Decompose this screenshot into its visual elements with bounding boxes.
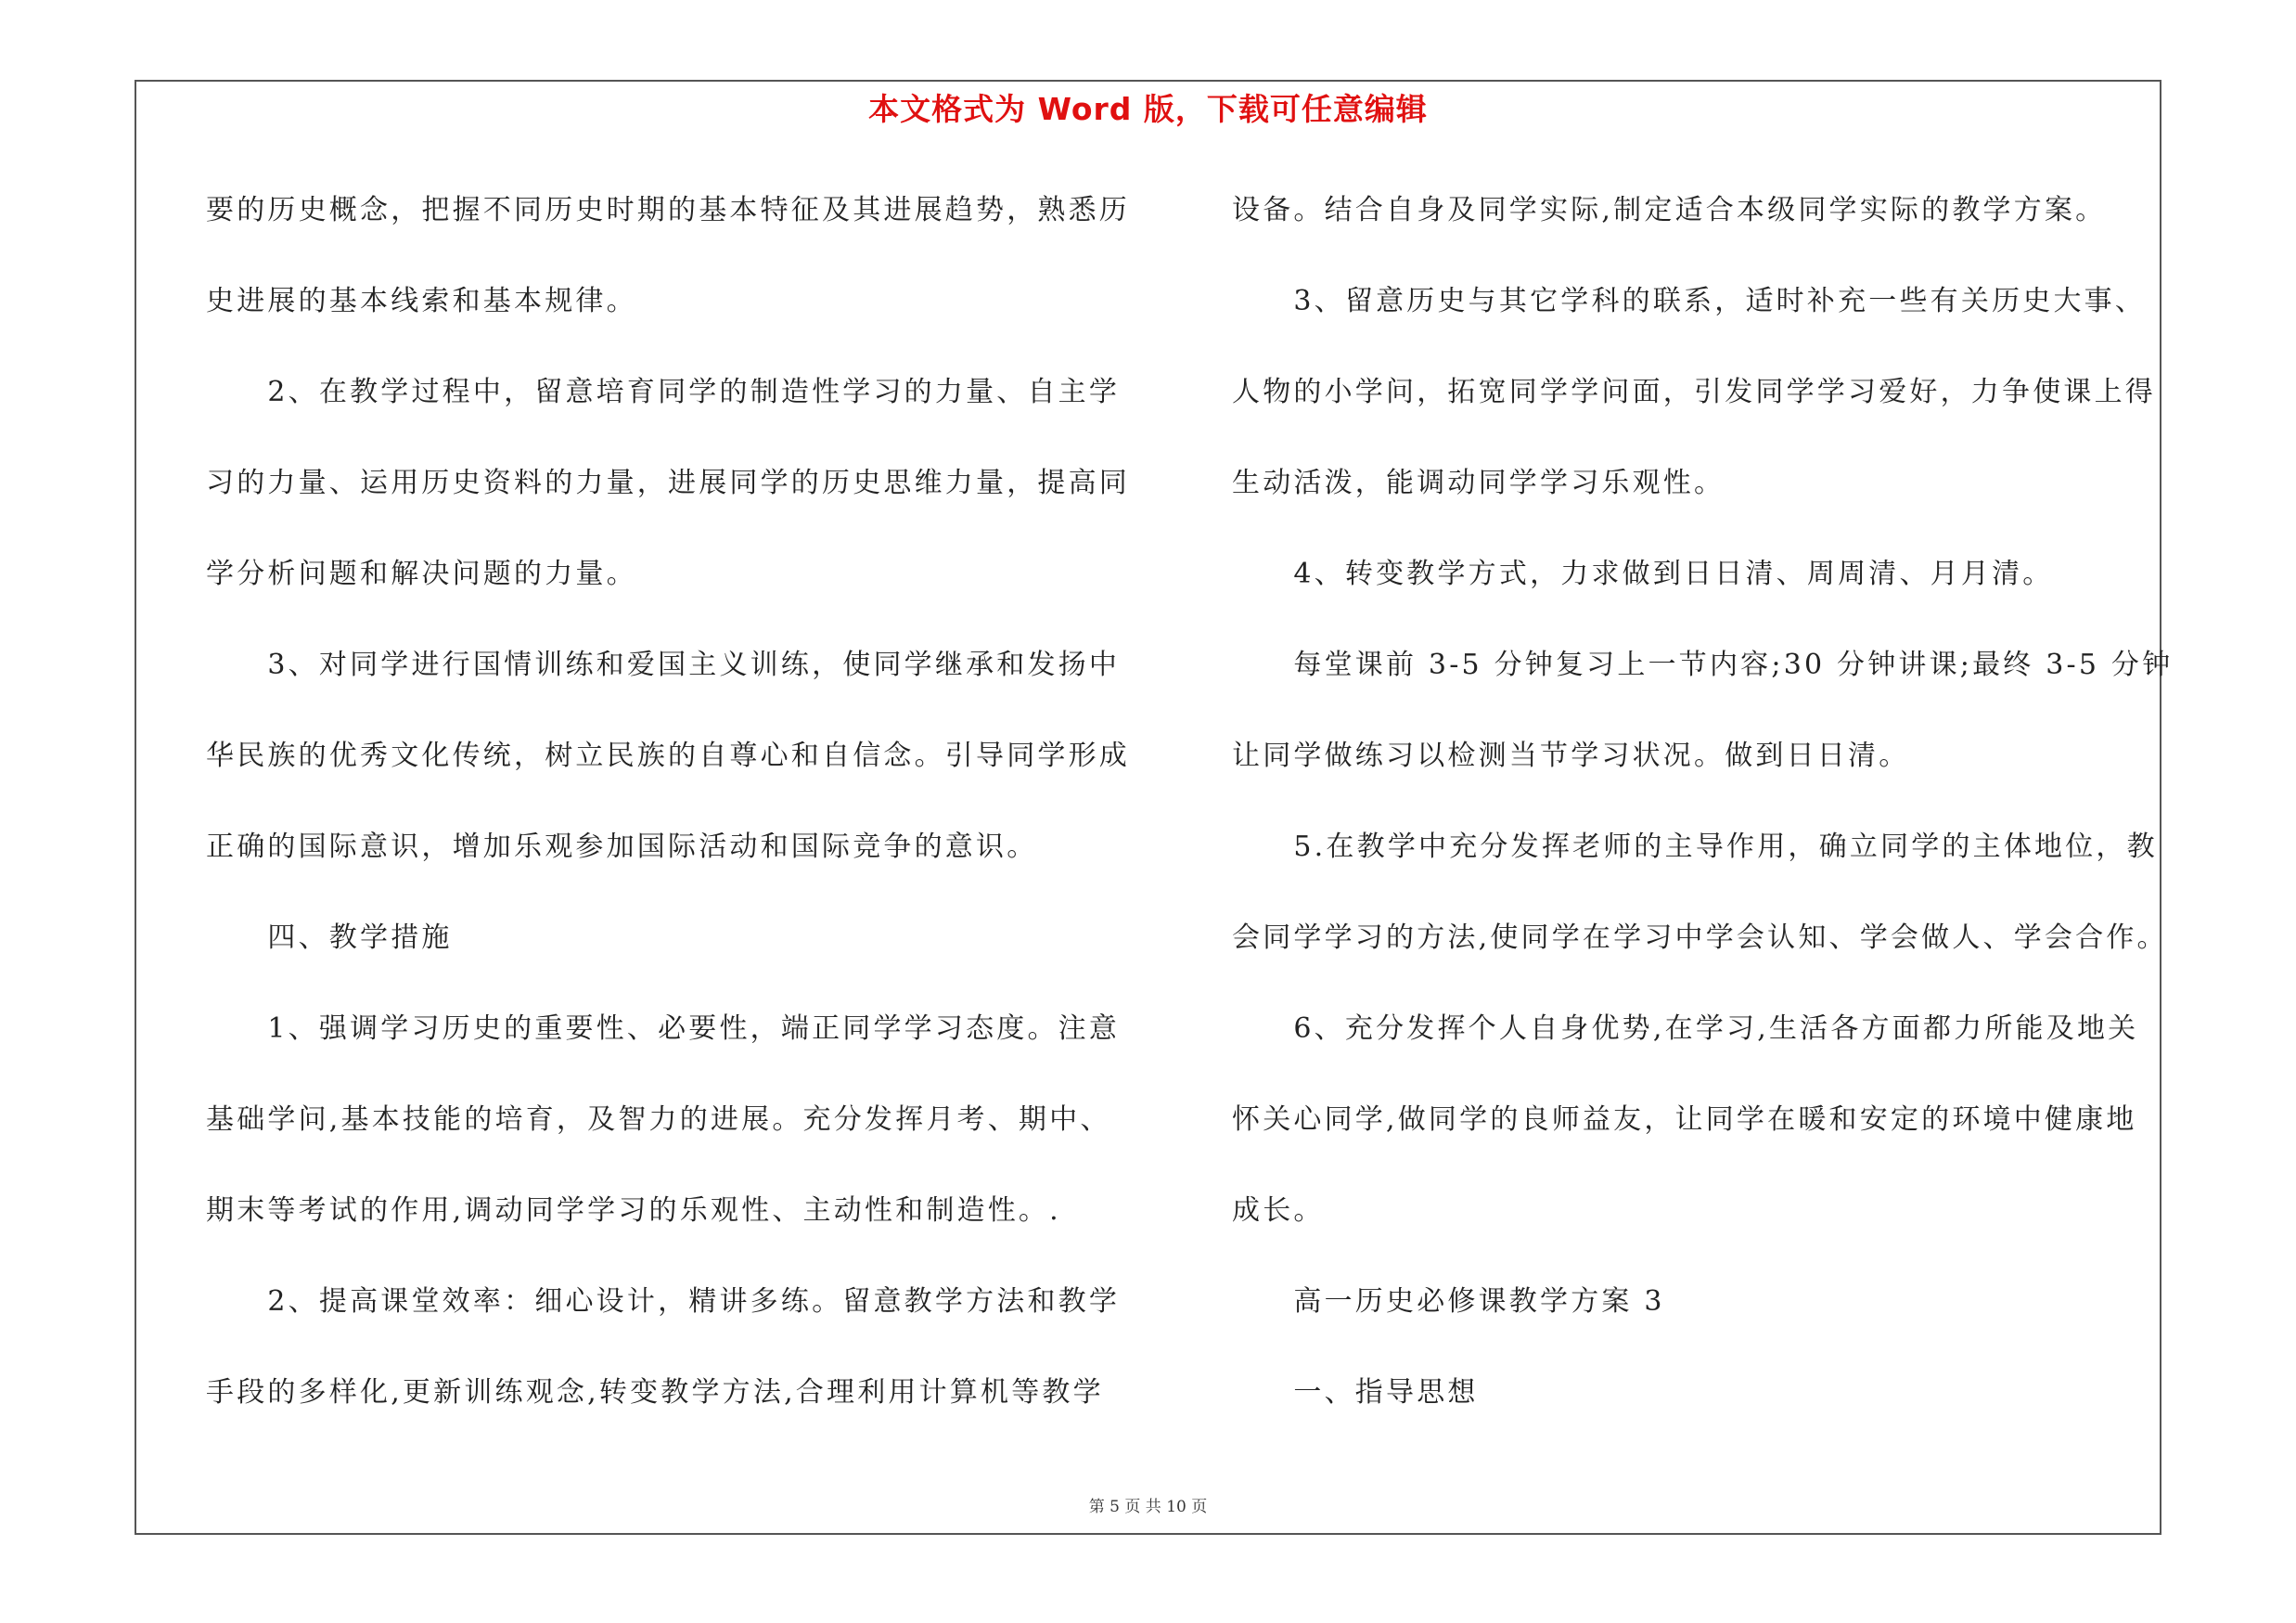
text-line: 4、转变教学方式，力求做到日日清、周周清、月月清。 — [1232, 558, 2054, 590]
text-line: 会同学学习的方法,使同学在学习中学会认知、学会做人、学会合作。 — [1232, 921, 2168, 954]
left-column — [206, 182, 1130, 1455]
text-line: 人物的小学问，拓宽同学学问面，引发同学学习爱好，力争使课上得 — [1232, 376, 2156, 408]
section-heading: 一、指导思想 — [1232, 1376, 1479, 1409]
text-line: 手段的多样化,更新训练观念,转变教学方法,合理利用计算机等教学 — [206, 1376, 1104, 1409]
text-line: 华民族的优秀文化传统，树立民族的自尊心和自信念。引导同学形成 — [206, 740, 1130, 772]
text-line: 每堂课前 3-5 分钟复习上一节内容;30 分钟讲课;最终 3-5 分钟 — [1232, 649, 2174, 681]
text-line: 基础学问,基本技能的培育，及智力的进展。充分发挥月考、期中、 — [206, 1103, 1111, 1136]
text-line: 2、在教学过程中，留意培育同学的制造性学习的力量、自主学 — [206, 376, 1121, 408]
section-heading: 四、教学措施 — [206, 921, 453, 954]
format-banner: 本文格式为 Word 版，下载可任意编辑 — [868, 91, 1428, 127]
text-line: 3、留意历史与其它学科的联系，适时补充一些有关历史大事、 — [1232, 285, 2147, 317]
text-line: 让同学做练习以检测当节学习状况。做到日日清。 — [1232, 740, 1910, 772]
text-line: 5.在教学中充分发挥老师的主导作用，确立同学的主体地位，教 — [1232, 831, 2158, 863]
text-line: 2、提高课堂效率：细心设计，精讲多练。留意教学方法和教学 — [206, 1285, 1121, 1318]
text-line: 习的力量、运用历史资料的力量，进展同学的历史思维力量，提高同 — [206, 467, 1130, 499]
text-line: 生动活泼，能调动同学学习乐观性。 — [1232, 467, 1725, 499]
text-line: 史进展的基本线索和基本规律。 — [206, 285, 637, 317]
text-line: 成长。 — [1232, 1194, 1325, 1227]
text-line: 1、强调学习历史的重要性、必要性，端正同学学习态度。注意 — [206, 1012, 1121, 1045]
text-line: 设备。结合自身及同学实际,制定适合本级同学实际的教学方案。 — [1232, 194, 2107, 226]
text-line: 正确的国际意识，增加乐观参加国际活动和国际竞争的意识。 — [206, 831, 1038, 863]
text-line: 期末等考试的作用,调动同学学习的乐观性、主动性和制造性。. — [206, 1194, 1061, 1227]
document-subtitle: 高一历史必修课教学方案 3 — [1232, 1285, 1665, 1318]
text-line: 3、对同学进行国情训练和爱国主义训练，使同学继承和发扬中 — [206, 649, 1121, 681]
text-line: 怀关心同学,做同学的良师益友，让同学在暖和安定的环境中健康地 — [1232, 1103, 2137, 1136]
text-line: 要的历史概念，把握不同历史时期的基本特征及其进展趋势，熟悉历 — [206, 194, 1130, 226]
page-number-footer: 第 5 页 共 10 页 — [1088, 1498, 1208, 1516]
right-column — [1232, 182, 2174, 1455]
text-line: 学分析问题和解决问题的力量。 — [206, 558, 637, 590]
text-line: 6、充分发挥个人自身优势,在学习,生活各方面都力所能及地关 — [1232, 1012, 2139, 1045]
